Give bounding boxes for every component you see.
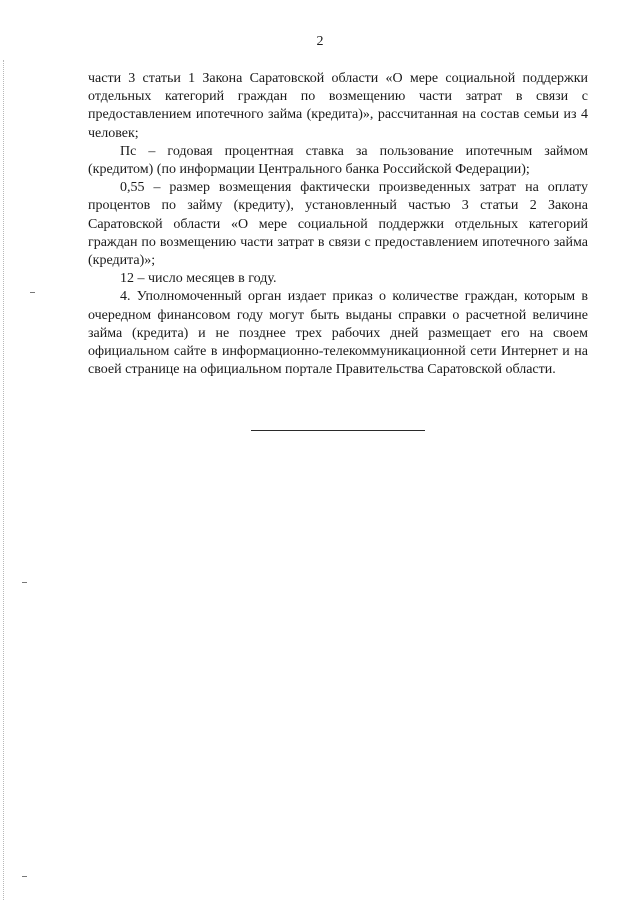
paragraph-reimbursement-rate: 0,55 – размер возмещения фактически произведенных затрат на оплату процентов по займу (кредиту), установленный частью 3 статьи 2 Закона Саратовской области «О мере социальной поддержки отдельных категорий граждан по возмещению части затрат в связи с предоставлением ипотечного займа (кредита)»; bbox=[88, 180, 588, 269]
scan-left-edge bbox=[3, 60, 4, 900]
closing-divider bbox=[251, 430, 425, 431]
paragraph-authority-order: 4. Уполномоченный орган издает приказ о количестве граждан, которым в очередном финансовом году могут быть выданы справки о расчетной величине займа (кредита) и не позднее трех рабочих дней размещает его на своем официальном сайте в информационно-телекоммуникационной сети Интернет и на своей странице на официальном портале Правительства Саратовской области. bbox=[88, 289, 588, 378]
scan-mark bbox=[22, 876, 27, 877]
paragraph-law-reference: части 3 статьи 1 Закона Саратовской области «О мере социальной поддержки отдельных категорий граждан по возмещению части затрат в связи с предоставлением ипотечного займа (кредита)», рассчитанная на состав семьи из 4 человек; bbox=[88, 71, 588, 141]
paragraph-interest-rate: Пс – годовая процентная ставка за пользование ипотечным займом (кредитом) (по информации Центрального банка Российской Федерации); bbox=[88, 143, 588, 178]
page-number: 2 bbox=[316, 34, 324, 49]
scan-mark bbox=[30, 292, 35, 293]
document-body bbox=[88, 70, 588, 379]
paragraph-months: 12 – число месяцев в году. bbox=[120, 271, 277, 287]
scan-mark bbox=[22, 582, 27, 583]
